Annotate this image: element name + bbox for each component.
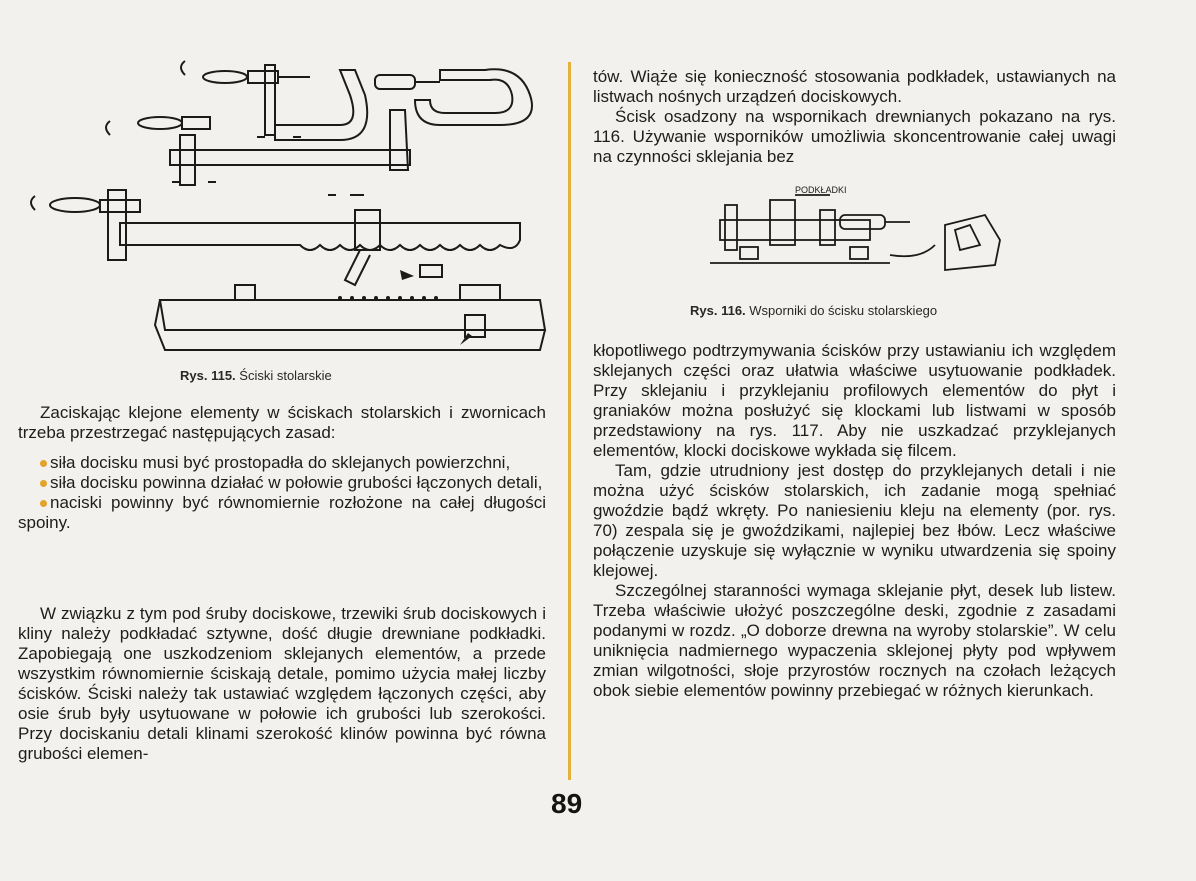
paragraph: Ścisk osadzony na wspornikach drewnianych pokazano na rys. 116. Używanie wsporników umożliwia skoncentrowanie całej uwagi na czynności sklejania bez [593,107,1116,166]
figure-115-caption [180,368,332,383]
right-column-top [593,67,1116,167]
paragraph: kłopotliwego podtrzymywania ścisków przy ustawianiu ich względem sklejanych części oraz ułatwia właściwe usytuowanie podkładek. Przy sklejaniu i przyklejaniu profilowych elementów do płyt i graniaków można posłużyć się klockami lub listwami w sposób przedstawiony na rys. 117. Aby nie uszkadzać przyklejanych elementów, klocki dociskowe wykłada się filcem. [593,341,1116,460]
right-column-body [593,341,1116,701]
intro-paragraph: Zaciskając klejone elementy w ściskach stolarskich i zwornicach trzeba przestrzegać następujących zasad: [18,403,546,442]
page-number: 89 [551,788,583,819]
column-divider [568,62,571,780]
figure-116-supports-illustration [700,185,1020,285]
paragraph: Szczególnej staranności wymaga sklejanie płyt, desek lub listew. Trzeba właściwie ułożyć poszczególne deski, zgodnie z zasadami podanymi w rozdz. „O doborze drewna na wyroby stolarskie”. W celu uniknięcia nadmiernego wypaczenia sklejonej płyty pod wpływem zmian wilgotności, słoje przyrostów rocznych na czołach leżących obok siebie elementów powinny przebiegać w różnych kierunkach. [593,581,1116,700]
figure-116-annotation: PODKŁADKI [795,185,847,195]
left-column-rules [18,403,546,533]
left-column-body [18,604,546,764]
bullet-item: naciski powinny być równomiernie rozłożone na całej długości spoiny. [18,493,546,532]
figure-115-clamps-illustration [20,55,560,370]
figure-116-label: Rys. 116. [690,303,746,318]
figure-115-text: Ściski stolarskie [239,368,332,383]
figure-115-label: Rys. 115. [180,368,236,383]
bullet-item: siła docisku musi być prostopadła do sklejanych powierzchni, [18,453,546,473]
figure-116-caption [690,303,937,318]
paragraph: Tam, gdzie utrudniony jest dostęp do przyklejanych detali i nie można użyć ścisków stolarskich, ich zadanie mogą spełniać gwoździe bądź wkręty. Po naniesieniu kleju na elementy (por. rys. 70) zespala się je gwoździkami, najlepiej bez łbów. Lecz właściwe połączenie uzyskuje się wyłącznie w wyniku utwardzenia się spoiny klejowej. [593,461,1116,580]
paragraph: W związku z tym pod śruby dociskowe, trzewiki śrub dociskowych i kliny należy podkładać sztywne, dość długie drewniane podkładki. Zapobiegają one uszkodzeniom sklejanych elementów, a przede wszystkim równomiernie ściskają detale, pomimo użycia małej liczby ścisków. Ściski należy tak ustawiać względem łączonych części, aby osie śrub były usytuowane w połowie ich grubości lub szerokości. Przy dociskaniu detali klinami szerokość klinów powinna być równa grubości elemen- [18,604,546,763]
bullet-item: siła docisku powinna działać w połowie grubości łączonych detali, [18,473,546,493]
paragraph: tów. Wiąże się konieczność stosowania podkładek, ustawianych na listwach nośnych urządzeń dociskowych. [593,67,1116,106]
figure-116-text: Wsporniki do ścisku stolarskiego [749,303,938,318]
